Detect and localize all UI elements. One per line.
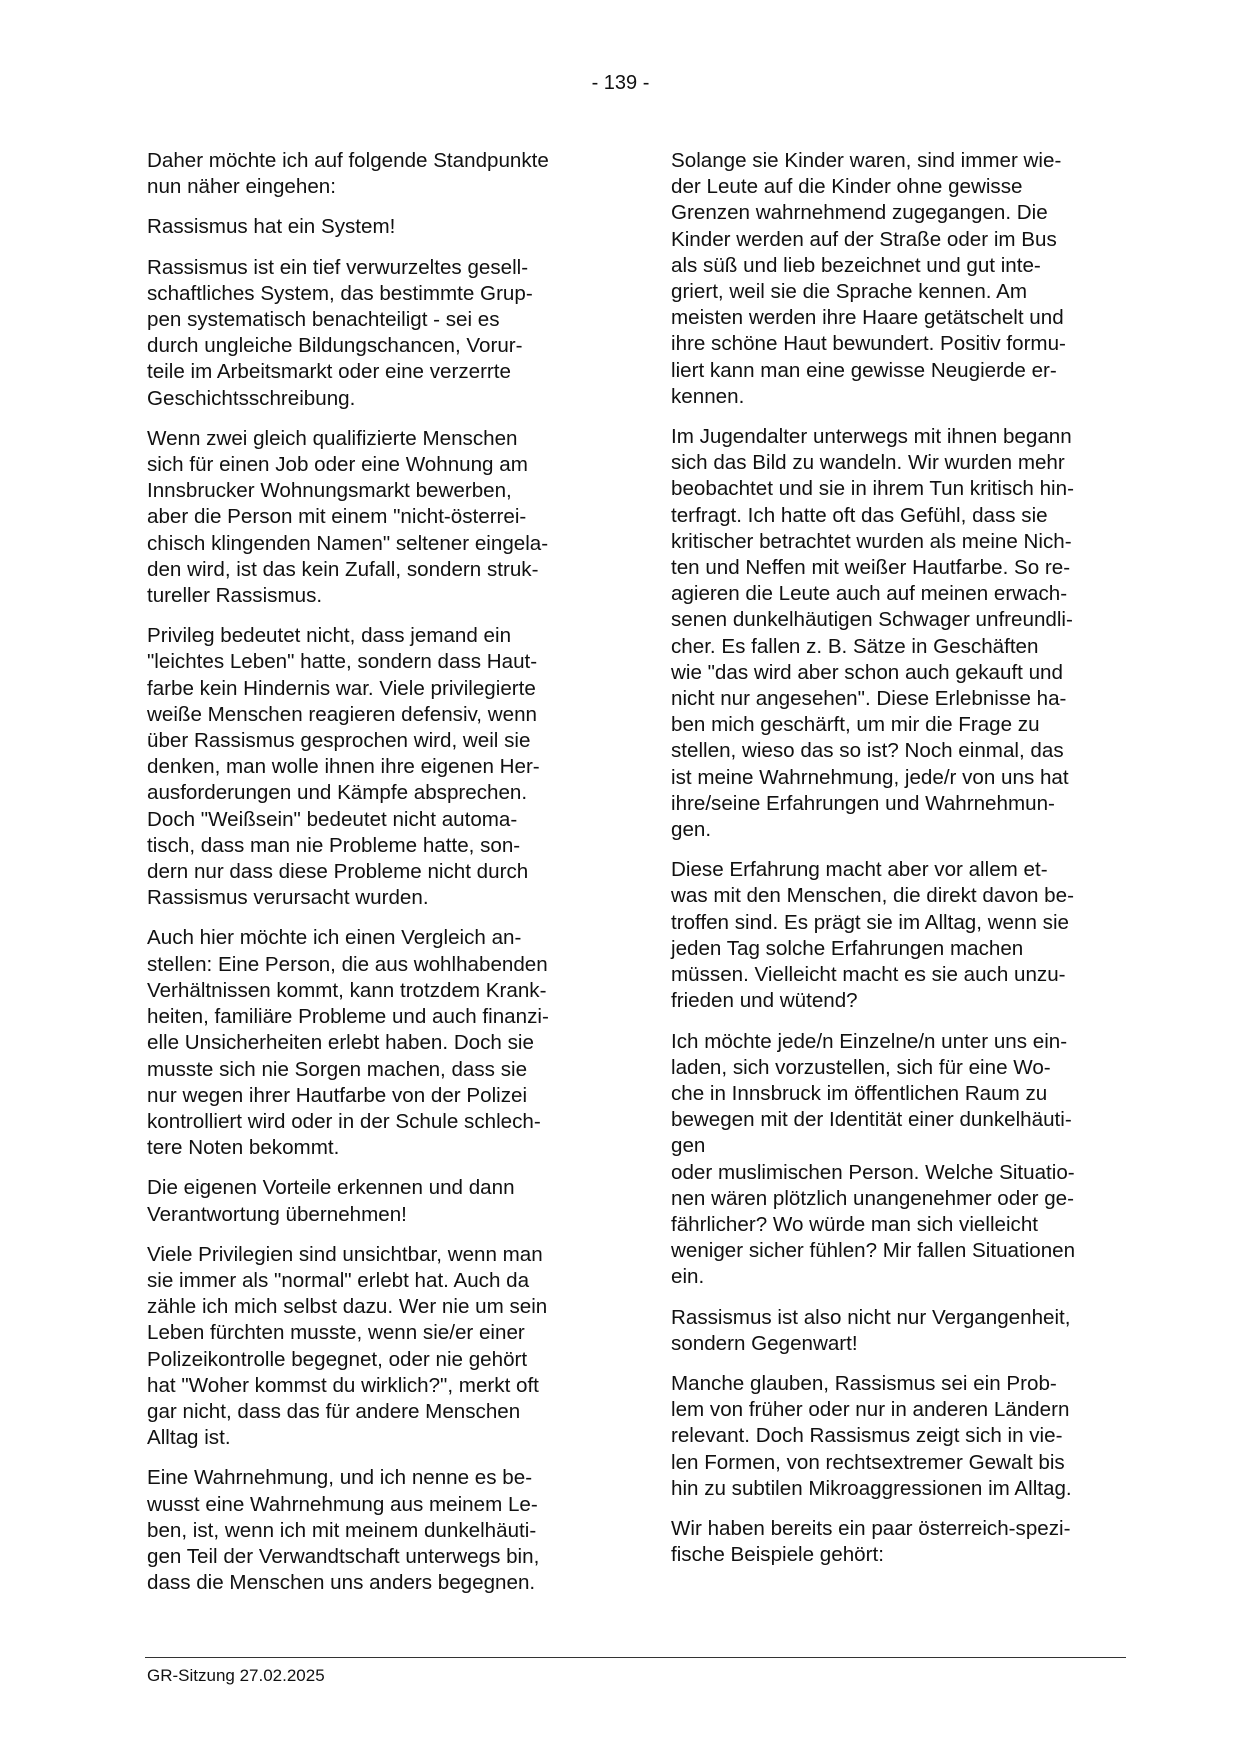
text-line: nun näher eingehen: — [147, 175, 336, 199]
text-line: tureller Rassismus. — [147, 584, 323, 608]
paragraph — [671, 424, 1119, 843]
text-line: sie immer als "normal" erlebt hat. Auch da — [147, 1268, 530, 1292]
text-line: wie "das wird aber schon auch gekauft und — [671, 660, 1063, 684]
text-line: gar nicht, dass das für andere Menschen — [147, 1399, 521, 1423]
text-line: frieden und wütend? — [671, 989, 858, 1013]
text-line: Rassismus verursacht wurden. — [147, 886, 429, 910]
text-line: Wir haben bereits ein paar österreich-spezi- — [671, 1516, 1071, 1540]
text-line: len Formen, von rechtsextremer Gewalt bis — [671, 1450, 1065, 1474]
text-line: Rassismus ist ein tief verwurzeltes gesell- — [147, 255, 529, 279]
text-line: bewegen mit der Identität einer dunkelhäuti- — [671, 1108, 1072, 1132]
text-line: wusst eine Wahrnehmung aus meinem Le- — [147, 1492, 538, 1516]
paragraph — [147, 925, 595, 1161]
text-line: gen Teil der Verwandtschaft unterwegs bin, — [147, 1544, 540, 1568]
text-line: denken, man wolle ihnen ihre eigenen Her- — [147, 755, 540, 779]
text-line: der Leute auf die Kinder ohne gewisse — [671, 175, 1023, 199]
text-line: ein. — [671, 1265, 705, 1289]
paragraph — [671, 1371, 1119, 1502]
text-line: über Rassismus gesprochen wird, weil sie — [147, 729, 531, 753]
text-line: den wird, ist das kein Zufall, sondern struk- — [147, 557, 539, 581]
text-line: heiten, familiäre Probleme und auch finanzi- — [147, 1005, 549, 1029]
paragraph — [671, 1516, 1119, 1568]
text-line: ben, ist, wenn ich mit meinem dunkelhäuti- — [147, 1518, 537, 1542]
text-line: meisten werden ihre Haare getätschelt und — [671, 306, 1064, 330]
text-line: tisch, dass man nie Probleme hatte, son- — [147, 833, 521, 857]
paragraph — [147, 214, 595, 240]
text-line: chisch klingenden Namen" seltener eingela- — [147, 531, 549, 555]
text-line: Eine Wahrnehmung, und ich nenne es be- — [147, 1466, 533, 1490]
text-line: lem von früher oder nur in anderen Ländern — [671, 1398, 1070, 1422]
text-line: Rassismus ist also nicht nur Vergangenheit, — [671, 1305, 1071, 1329]
text-line: zähle ich mich selbst dazu. Wer nie um sein — [147, 1295, 548, 1319]
text-line: was mit den Menschen, die direkt davon be- — [671, 884, 1074, 908]
text-line: nur wegen ihrer Hautfarbe von der Polizei — [147, 1083, 528, 1107]
text-line: fische Beispiele gehört: — [671, 1543, 884, 1567]
paragraph — [147, 1465, 595, 1596]
paragraph — [671, 857, 1119, 1014]
text-line: Viele Privilegien sind unsichtbar, wenn man — [147, 1242, 543, 1266]
text-line: oder muslimischen Person. Welche Situatio- — [671, 1160, 1075, 1184]
text-line: ten und Neffen mit weißer Hautfarbe. So re- — [671, 556, 1071, 580]
text-line: fährlicher? Wo würde man sich vielleicht — [671, 1212, 1039, 1236]
text-line: "leichtes Leben" hatte, sondern dass Haut- — [147, 650, 538, 674]
text-line: Diese Erfahrung macht aber vor allem et- — [671, 858, 1048, 882]
text-line: durch ungleiche Bildungschancen, Vorur- — [147, 334, 523, 358]
text-line: schaftliches System, das bestimmte Grup- — [147, 281, 533, 305]
text-line: teile im Arbeitsmarkt oder eine verzerrte — [147, 360, 511, 384]
text-line: müssen. Vielleicht macht es sie auch unzu- — [671, 963, 1066, 987]
text-line: sich für einen Job oder eine Wohnung am — [147, 453, 528, 477]
text-line: gen — [671, 1134, 706, 1158]
text-line: terfragt. Ich hatte oft das Gefühl, dass sie — [671, 503, 1048, 527]
text-line: kennen. — [671, 384, 745, 408]
text-line: aber die Person mit einem "nicht-österrei- — [147, 505, 527, 529]
text-line: nicht nur angesehen". Diese Erlebnisse ha- — [671, 687, 1067, 711]
text-line: musste sich nie Sorgen machen, dass sie — [147, 1057, 528, 1081]
paragraph — [671, 1029, 1119, 1291]
left-column — [147, 148, 595, 1610]
text-line: Wenn zwei gleich qualifizierte Menschen — [147, 426, 518, 450]
text-line: farbe kein Hindernis war. Viele privilegierte — [147, 676, 536, 700]
text-line: Solange sie Kinder waren, sind immer wie- — [671, 149, 1062, 172]
text-line: stellen, wieso das so ist? Noch einmal, das — [671, 739, 1064, 763]
text-line: agieren die Leute auch auf meinen erwach- — [671, 582, 1068, 606]
page-number: - 139 - — [591, 72, 650, 94]
text-line: troffen sind. Es prägt sie im Alltag, wenn sie — [671, 910, 1069, 934]
text-line: laden, sich vorzustellen, sich für eine Wo- — [671, 1055, 1051, 1079]
text-line: sondern Gegenwart! — [671, 1331, 858, 1355]
text-line: Die eigenen Vorteile erkennen und dann — [147, 1176, 515, 1200]
text-line: ihre/seine Erfahrungen und Wahrnehmun- — [671, 791, 1055, 815]
text-line: ausforderungen und Kämpfe absprechen. — [147, 781, 528, 805]
text-line: Rassismus hat ein System! — [147, 215, 396, 239]
text-line: Daher möchte ich auf folgende Standpunkte — [147, 149, 549, 172]
text-line: tere Noten bekommt. — [147, 1136, 340, 1160]
text-line: dern nur dass diese Probleme nicht durch — [147, 860, 529, 884]
text-line: hin zu subtilen Mikroaggressionen im Alltag. — [671, 1476, 1072, 1500]
text-line: kritischer betrachtet wurden als meine Nich- — [671, 529, 1072, 553]
paragraph — [147, 426, 595, 609]
text-line: relevant. Doch Rassismus zeigt sich in vie- — [671, 1424, 1063, 1448]
paragraph — [147, 1242, 595, 1452]
text-line: kontrolliert wird oder in der Schule schlech- — [147, 1109, 541, 1133]
text-line: Verhältnissen kommt, kann trotzdem Krank- — [147, 978, 547, 1002]
text-line: liert kann man eine gewisse Neugierde er- — [671, 358, 1057, 382]
text-line: senen dunkelhäutigen Schwager unfreundli- — [671, 608, 1073, 632]
text-line: weiße Menschen reagieren defensiv, wenn — [147, 702, 537, 726]
text-line: ben mich geschärft, um mir die Frage zu — [671, 713, 1040, 737]
paragraph — [671, 148, 1119, 410]
text-line: cher. Es fallen z. B. Sätze in Geschäften — [671, 634, 1039, 658]
right-column — [671, 148, 1119, 1582]
text-line: Privileg bedeutet nicht, dass jemand ein — [147, 624, 512, 648]
text-line: gen. — [671, 818, 712, 842]
text-line: als süß und lieb bezeichnet und gut inte- — [671, 253, 1041, 277]
text-line: stellen: Eine Person, die aus wohlhabenden — [147, 952, 548, 976]
text-line: griert, weil sie die Sprache kennen. Am — [671, 280, 1027, 304]
paragraph — [147, 148, 595, 200]
text-line: Leben fürchten musste, wenn sie/er einer — [147, 1321, 525, 1345]
text-line: jeden Tag solche Erfahrungen machen — [671, 936, 1024, 960]
text-line: Alltag ist. — [147, 1426, 231, 1450]
text-line: Kinder werden auf der Straße oder im Bus — [671, 227, 1057, 251]
text-line: nen wären plötzlich unangenehmer oder ge- — [671, 1186, 1074, 1210]
text-line: Doch "Weißsein" bedeutet nicht automa- — [147, 807, 518, 831]
footer-divider — [145, 1657, 1126, 1658]
text-line: sich das Bild zu wandeln. Wir wurden mehr — [671, 451, 1065, 475]
text-line: elle Unsicherheiten erlebt haben. Doch sie — [147, 1031, 534, 1055]
text-line: ihre schöne Haut bewundert. Positiv formu- — [671, 332, 1066, 356]
text-line: Geschichtsschreibung. — [147, 386, 356, 410]
text-line: che in Innsbruck im öffentlichen Raum zu — [671, 1081, 1048, 1105]
text-line: Grenzen wahrnehmend zugegangen. Die — [671, 201, 1048, 225]
text-line: hat "Woher kommst du wirklich?", merkt oft — [147, 1373, 539, 1397]
text-line: weniger sicher fühlen? Mir fallen Situationen — [671, 1239, 1076, 1263]
text-line: ist meine Wahrnehmung, jede/r von uns hat — [671, 765, 1069, 789]
text-line: Verantwortung übernehmen! — [147, 1202, 407, 1226]
text-line: dass die Menschen uns anders begegnen. — [147, 1571, 536, 1595]
paragraph — [671, 1305, 1119, 1357]
paragraph — [147, 1175, 595, 1227]
text-line: Auch hier möchte ich einen Vergleich an- — [147, 926, 522, 950]
paragraph — [147, 623, 595, 911]
text-line: Innsbrucker Wohnungsmarkt bewerben, — [147, 479, 512, 503]
footer-session-date: GR-Sitzung 27.02.2025 — [147, 1666, 325, 1685]
text-line: beobachtet und sie in ihrem Tun kritisch hin- — [671, 477, 1074, 501]
text-line: Ich möchte jede/n Einzelne/n unter uns ein- — [671, 1029, 1068, 1053]
text-line: Polizeikontrolle begegnet, oder nie gehört — [147, 1347, 528, 1371]
text-line: Manche glauben, Rassismus sei ein Prob- — [671, 1371, 1057, 1395]
paragraph — [147, 255, 595, 412]
text-line: pen systematisch benachteiligt - sei es — [147, 308, 500, 332]
text-line: Im Jugendalter unterwegs mit ihnen begann — [671, 425, 1072, 449]
